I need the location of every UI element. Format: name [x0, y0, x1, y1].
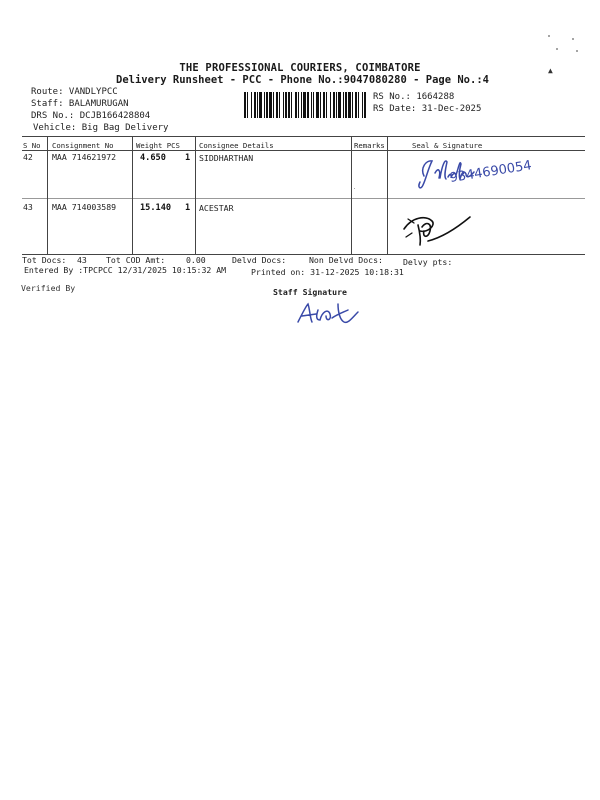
verified-by-label: Verified By: [21, 283, 76, 293]
row-consignment-no: MAA 714003589: [52, 202, 117, 212]
staff-signature-image: [292, 300, 366, 328]
printed-on: Printed on: 31-12-2025 10:18:31: [251, 267, 404, 277]
corner-mark-icon: ▲: [548, 66, 553, 75]
entered-by: Entered By :TPCPCC 12/31/2025 10:15:32 AM: [24, 265, 227, 275]
col-header-consignee: Consignee Details: [199, 141, 274, 150]
column-divider: [132, 137, 133, 254]
column-divider: [47, 137, 48, 254]
table-header-rule: [22, 150, 585, 151]
recipient-signature-2: [398, 207, 482, 253]
column-divider: [351, 137, 352, 254]
col-header-seal-signature: Seal & Signature: [412, 141, 483, 150]
handwritten-phone: 9344690054: [448, 158, 533, 186]
total-cod-label: Tot COD Amt:: [106, 255, 166, 265]
col-header-remarks: Remarks: [354, 141, 385, 150]
row-weight: 4.650: [140, 153, 166, 163]
col-header-consignment: Consignment No: [52, 141, 114, 150]
staff-signature-label: Staff Signature: [273, 287, 347, 297]
total-docs-value: 43: [77, 255, 87, 265]
row-consignment-no: MAA 714621972: [52, 152, 117, 162]
table-top-rule: [22, 136, 585, 137]
runsheet-subtitle: Delivery Runsheet - PCC - Phone No.:9047080280 - Page No.:4: [116, 74, 489, 86]
row-pcs: 1: [185, 153, 191, 163]
rs-number-field: RS No.: 1664288: [373, 92, 455, 102]
scan-speck: [576, 50, 578, 52]
non-delivered-docs-label: Non Delvd Docs:: [309, 255, 383, 265]
barcode-image: [243, 92, 369, 118]
route-field: Route: VANDLYPCC: [31, 87, 118, 97]
scan-speck: [572, 38, 574, 40]
scan-speck: [354, 188, 355, 189]
row-sno: 43: [23, 202, 33, 212]
col-header-weight-pcs: Weight PCS: [136, 141, 180, 150]
column-divider: [195, 137, 196, 254]
drs-number-field: DRS No.: DCJB166428804: [31, 111, 151, 121]
staff-field: Staff: BALAMURUGAN: [31, 99, 129, 109]
rs-date-field: RS Date: 31-Dec-2025: [373, 104, 482, 114]
delivery-points-label: Delvy pts:: [403, 257, 453, 267]
vehicle-field: Vehicle: Big Bag Delivery: [33, 123, 169, 133]
scan-speck: [548, 35, 550, 37]
row-consignee: SIDDHARTHAN: [199, 153, 254, 163]
delivered-docs-label: Delvd Docs:: [232, 255, 287, 265]
row-consignee: ACESTAR: [199, 203, 234, 213]
row-pcs: 1: [185, 203, 191, 213]
col-header-sno: S No: [23, 141, 41, 150]
column-divider: [387, 137, 388, 254]
company-title: THE PROFESSIONAL COURIERS, COIMBATORE: [179, 62, 421, 74]
scan-speck: [556, 48, 558, 50]
total-docs-label: Tot Docs:: [22, 255, 67, 265]
total-cod-value: 0.00: [186, 255, 206, 265]
row-weight: 15.140: [140, 203, 172, 213]
row-sno: 42: [23, 152, 33, 162]
